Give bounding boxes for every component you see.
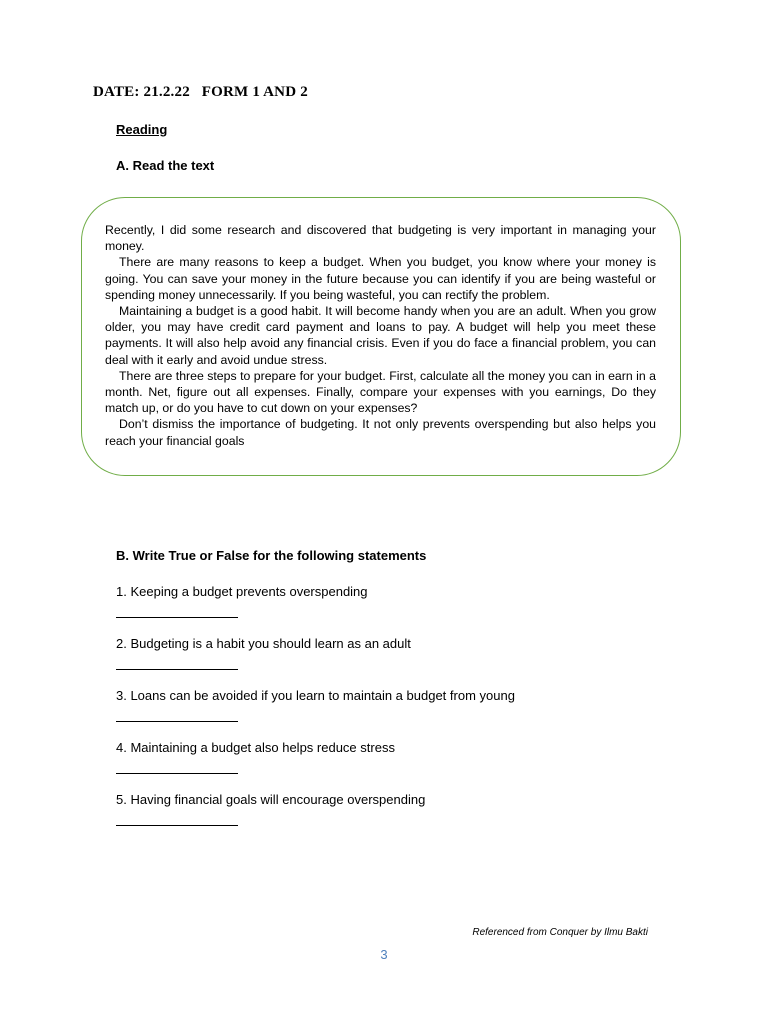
question-2: 2. Budgeting is a habit you should learn as an adult xyxy=(116,636,411,651)
answer-line-4[interactable] xyxy=(116,773,238,774)
passage-paragraph-3: Maintaining a budget is a good habit. It will become handy when you are an adult. When you grow older, you may have credit card payment and loans to pay. A budget will help you meet these payments. It will also help avoid any financial crisis. Even if you do face a financial problem, you can deal with it early and avoid undue stress. xyxy=(105,304,656,367)
passage-paragraph-5: Don’t dismiss the importance of budgeting. It not only prevents overspending but also helps you reach your financial goals xyxy=(105,417,656,448)
answer-line-3[interactable] xyxy=(116,721,238,722)
question-1: 1. Keeping a budget prevents overspending xyxy=(116,584,368,599)
passage-paragraph-4: There are three steps to prepare for your budget. First, calculate all the money you can in earn in a month. Net, figure out all expenses. Finally, compare your expenses with you earnings, Do they match up, or do you have to cut down on your expenses? xyxy=(105,368,656,416)
page-number: 3 xyxy=(380,947,388,962)
question-5: 5. Having financial goals will encourage overspending xyxy=(116,792,426,807)
date-form-header: DATE: 21.2.22 FORM 1 AND 2 xyxy=(93,84,308,100)
question-4: 4. Maintaining a budget also helps reduce stress xyxy=(116,740,395,755)
passage-paragraph-2: There are many reasons to keep a budget. When you budget, you know where your money is going. You can save your money in the future because you can identify if you are being wasteful or spending money unnecessarily. If you being wasteful, you can rectify the problem. xyxy=(105,255,656,302)
question-3: 3. Loans can be avoided if you learn to maintain a budget from young xyxy=(116,688,515,703)
passage-paragraph-1: Recently, I did some research and discovered that budgeting is very important in managing your money. xyxy=(105,223,656,254)
reading-heading: Reading xyxy=(116,122,168,137)
answer-line-2[interactable] xyxy=(116,669,238,670)
reference-note: Referenced from Conquer by Ilmu Bakti xyxy=(472,927,648,938)
reading-passage xyxy=(105,222,656,449)
answer-line-5[interactable] xyxy=(116,825,238,826)
answer-line-1[interactable] xyxy=(116,617,238,618)
section-a-heading: A. Read the text xyxy=(116,158,215,173)
section-b-heading: B. Write True or False for the following statements xyxy=(116,548,427,563)
